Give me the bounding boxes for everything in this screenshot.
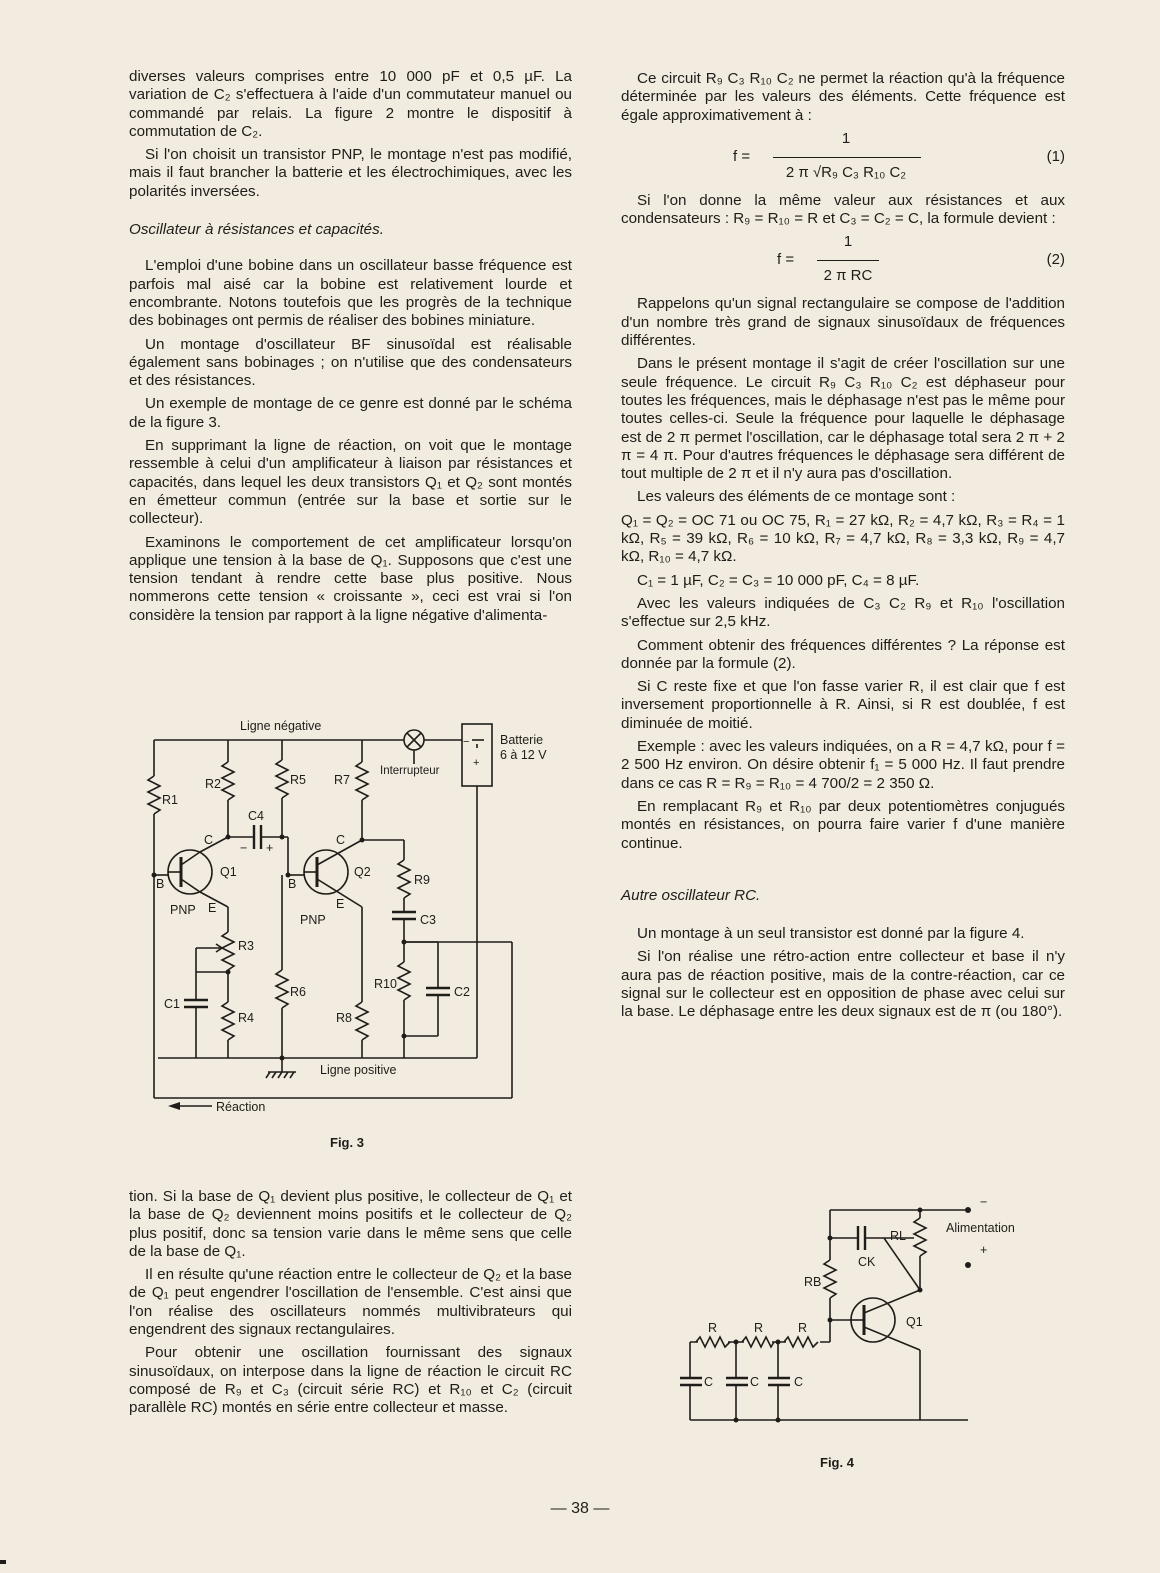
label-pnp2: PNP (300, 913, 326, 927)
label-supply-minus: − (980, 1195, 988, 1209)
label-r5: R5 (290, 773, 306, 787)
section-heading: Oscillateur à résistances et capacités. (129, 221, 384, 239)
formula-2 (621, 233, 1065, 291)
formula-2-numerator: 1 (843, 233, 853, 251)
label-c4: C4 (248, 809, 264, 823)
label-reaction: Réaction (216, 1100, 266, 1114)
label-r9: R9 (414, 873, 430, 887)
label-q2: Q2 (354, 865, 371, 879)
left-column-bottom (129, 1188, 572, 1423)
fraction-bar (773, 157, 921, 158)
label-q1: Q1 (906, 1315, 923, 1329)
formula-1-denominator: 2 π √R₉ C₃ R₁₀ C₂ (785, 163, 907, 181)
figure-3-schematic (128, 712, 548, 1152)
paragraph: Examinons le comportement de cet amplificateur lorsqu'on applique une tension à la base de Q₁. Supposons que c'est une tension tendant à rendre cette base plus positive. Nous nommerons cette tension « croissante », ceci est vrai si l'on considère la tension par rapport à la ligne négative d'alimenta- (129, 533, 572, 624)
label-rl: RL (890, 1229, 906, 1243)
paragraph: Si l'on réalise une rétro-action entre collecteur et base il n'y aura pas de réaction positive, mais de la contre-réaction, car ce signal sur le collecteur est en opposition de phase avec celui sur la base. Le déphasage entre les deux signaux est de π (ou 180°). (621, 948, 1065, 1021)
label-r6: R6 (290, 985, 306, 999)
paragraph: Avec les valeurs indiquées de C₃ C₂ R₉ et R₁₀ l'oscillation s'effectue sur 2,5 kHz. (621, 594, 1065, 631)
label-c2: C2 (454, 985, 470, 999)
left-column-top (129, 68, 572, 630)
label-r8: R8 (336, 1011, 352, 1025)
label-batterie-volt: 6 à 12 V (500, 748, 547, 762)
formula-2-denominator: 2 π RC (823, 267, 873, 285)
paragraph: diverses valeurs comprises entre 10 000 pF et 0,5 µF. La variation de C₂ s'effectuera à l'aide d'un commutateur manuel ou commandé par relais. La figure 2 montre le dispositif à commutation de C₂. (129, 68, 572, 140)
label-r1: R1 (162, 793, 178, 807)
page-edge-mark (0, 1560, 6, 1564)
paragraph: En remplacant R₉ et R₁₀ par deux potentiomètres conjugués montés en résistances, on pourra faire varier f d'une manière continue. (621, 797, 1065, 852)
paragraph: Il en résulte qu'une réaction entre le collecteur de Q₂ et la base de Q₁ peut engendrer l'oscillation de l'ensemble. C'est ainsi que l'on réalise des oscillateurs nommés multivibrateurs qui engendrent des signaux rectangulaires. (129, 1266, 572, 1339)
right-column (621, 70, 1065, 1027)
paragraph: L'emploi d'une bobine dans un oscillateur basse fréquence est parfois mal aisé car la bobine est relativement lourde et encombrante. Notons toutefois que les progrès de la technique des bobinages ont permis de réaliser des bobines miniature. (129, 257, 572, 330)
label-c4-plus: + (266, 841, 274, 855)
label-r-2: R (754, 1321, 764, 1335)
formula-1 (621, 130, 1065, 188)
formula-1-lhs: f = (733, 147, 751, 165)
paragraph: Les valeurs des éléments de ce montage sont : (637, 488, 956, 506)
paragraph: Ce circuit R₉ C₃ R₁₀ C₂ ne permet la réaction qu'à la fréquence déterminée par les valeurs des éléments. Cette fréquence est égale approximativement à : (621, 70, 1065, 124)
paragraph: Pour obtenir une oscillation fournissant des signaux sinusoïdaux, on interpose dans la ligne de réaction le circuit RC composé de R₉ et C₃ (circuit série RC) et R₁₀ et C₂ (circuit parallèle RC) montés en série entre collecteur et masse. (129, 1344, 572, 1417)
figure-4-schematic (668, 1180, 1028, 1440)
label-q2-emitter: E (336, 897, 345, 911)
paragraph: Comment obtenir des fréquences différentes ? La réponse est donnée par la formule (2). (621, 636, 1065, 672)
paragraph: Un montage d'oscillateur BF sinusoïdal est réalisable également sans bobinages ; on n'utilise que des condensateurs et des résistances. (129, 335, 572, 390)
label-r2: R2 (205, 777, 221, 791)
paragraph: Un montage à un seul transistor est donné par la figure 4. (637, 925, 1025, 943)
paragraph: Exemple : avec les valeurs indiquées, on a R = 4,7 kΩ, pour f = 2 500 Hz environ. On désire obtenir f₁ = 5 000 Hz. Il faut prendre dans ce cas R = R₉ = R₁₀ = 4 700/2 = 2 350 Ω. (621, 738, 1065, 792)
label-pnp1: PNP (170, 903, 196, 917)
label-c3: C3 (420, 913, 436, 927)
label-c-1: C (704, 1375, 714, 1389)
label-q1-collector: C (204, 833, 214, 847)
label-ligne-positive: Ligne positive (320, 1063, 397, 1077)
label-c-2: C (750, 1375, 760, 1389)
paragraph: Rappelons qu'un signal rectangulaire se compose de l'addition d'un nombre très grand de signaux sinusoïdaux de fréquences différentes. (621, 295, 1065, 350)
label-r-3: R (798, 1321, 808, 1335)
paragraph: Dans le présent montage il s'agit de créer l'oscillation sur une seule fréquence. Le circuit R₉ C₃ R₁₀ C₂ est déphaseur pour toutes les fréquences, mais le déphasage n'est pas le même pour toutes celles-ci. Seule la fréquence pour laquelle le déphasage est de 2 π permet l'oscillation, car le déphasage total sera 2 π + 2 π = 4 π. Pour d'autres fréquences le déphasage sera différent de tout multiple de 2 π et il n'y aura pas d'oscillation. (621, 355, 1065, 483)
paragraph: Si l'on donne la même valeur aux résistances et aux condensateurs : R₉ = R₁₀ = R et C₃ = C₂ = C, la formule devient : (621, 191, 1065, 228)
label-c4-minus: − (240, 841, 248, 855)
page-number: — 38 — (550, 1500, 610, 1517)
component-values: Q₁ = Q₂ = OC 71 ou OC 75, R₁ = 27 kΩ, R₂ = 4,7 kΩ, R₃ = R₄ = 1 kΩ, R₅ = 39 kΩ, R₆ = 10 kΩ, R₇ = 4,7 kΩ, R₈ = 3,3 kΩ, R₉ = 4,7 kΩ, R₁₀ = 4,7 kΩ. (621, 511, 1065, 566)
label-r7: R7 (334, 773, 350, 787)
label-alimentation: Alimentation (946, 1221, 1015, 1235)
formula-1-numerator: 1 (841, 129, 851, 147)
label-rb: RB (804, 1275, 822, 1289)
label-r-1: R (708, 1321, 718, 1335)
formula-1-number: (1) (1046, 147, 1065, 165)
label-battery-minus: − (463, 736, 470, 748)
label-q2-collector: C (336, 833, 346, 847)
fig4-caption: Fig. 4 (820, 1455, 854, 1470)
paragraph: Si C reste fixe et que l'on fasse varier R, il est clair que f est inversement proportionnelle à R. Ainsi, si R est doublée, f est diminuée de moitié. (621, 678, 1065, 732)
formula-2-lhs: f = (777, 251, 795, 269)
label-interrupteur: Interrupteur (380, 765, 440, 777)
label-batterie: Batterie (500, 733, 544, 747)
paragraph: Si l'on choisit un transistor PNP, le montage n'est pas modifié, mais il faut brancher la batterie et les électrochimiques, avec les polarités inversées. (129, 146, 572, 200)
label-c-3: C (794, 1375, 804, 1389)
label-q1: Q1 (220, 865, 237, 879)
label-r10: R10 (374, 977, 397, 991)
fig3-caption: Fig. 3 (330, 1135, 364, 1150)
paragraph: Un exemple de montage de ce genre est donné par le schéma de la figure 3. (129, 395, 572, 431)
label-r4: R4 (238, 1011, 254, 1025)
paragraph: C₁ = 1 µF, C₂ = C₃ = 10 000 pF, C₄ = 8 µF. (637, 571, 920, 589)
label-q1-base: B (156, 877, 165, 891)
label-ligne-negative: Ligne négative (240, 719, 322, 733)
label-q1-emitter: E (208, 901, 217, 915)
paragraph: En supprimant la ligne de réaction, on voit que le montage ressemble à celui d'un amplificateur à liaison par résistances et capacités, dans lequel les deux transistors Q₁ et Q₂ sont montés en émetteur commun (entrée sur la base et sortie sur le collecteur). (129, 437, 572, 528)
label-q2-base: B (288, 877, 297, 891)
paragraph: tion. Si la base de Q₁ devient plus positive, le collecteur de Q₁ et la base de Q₂ deviennent moins positifs et le collecteur de Q₂ plus positif, donc sa tension varie dans le même sens que celle de la base de Q₁. (129, 1188, 572, 1260)
label-battery-plus: + (473, 757, 480, 769)
formula-2-number: (2) (1046, 251, 1065, 269)
label-r3: R3 (238, 939, 254, 953)
label-c1: C1 (164, 997, 180, 1011)
label-ck: CK (858, 1255, 876, 1269)
section-heading: Autre oscillateur RC. (621, 886, 761, 904)
fraction-bar (817, 260, 879, 261)
label-supply-plus: + (980, 1243, 988, 1257)
